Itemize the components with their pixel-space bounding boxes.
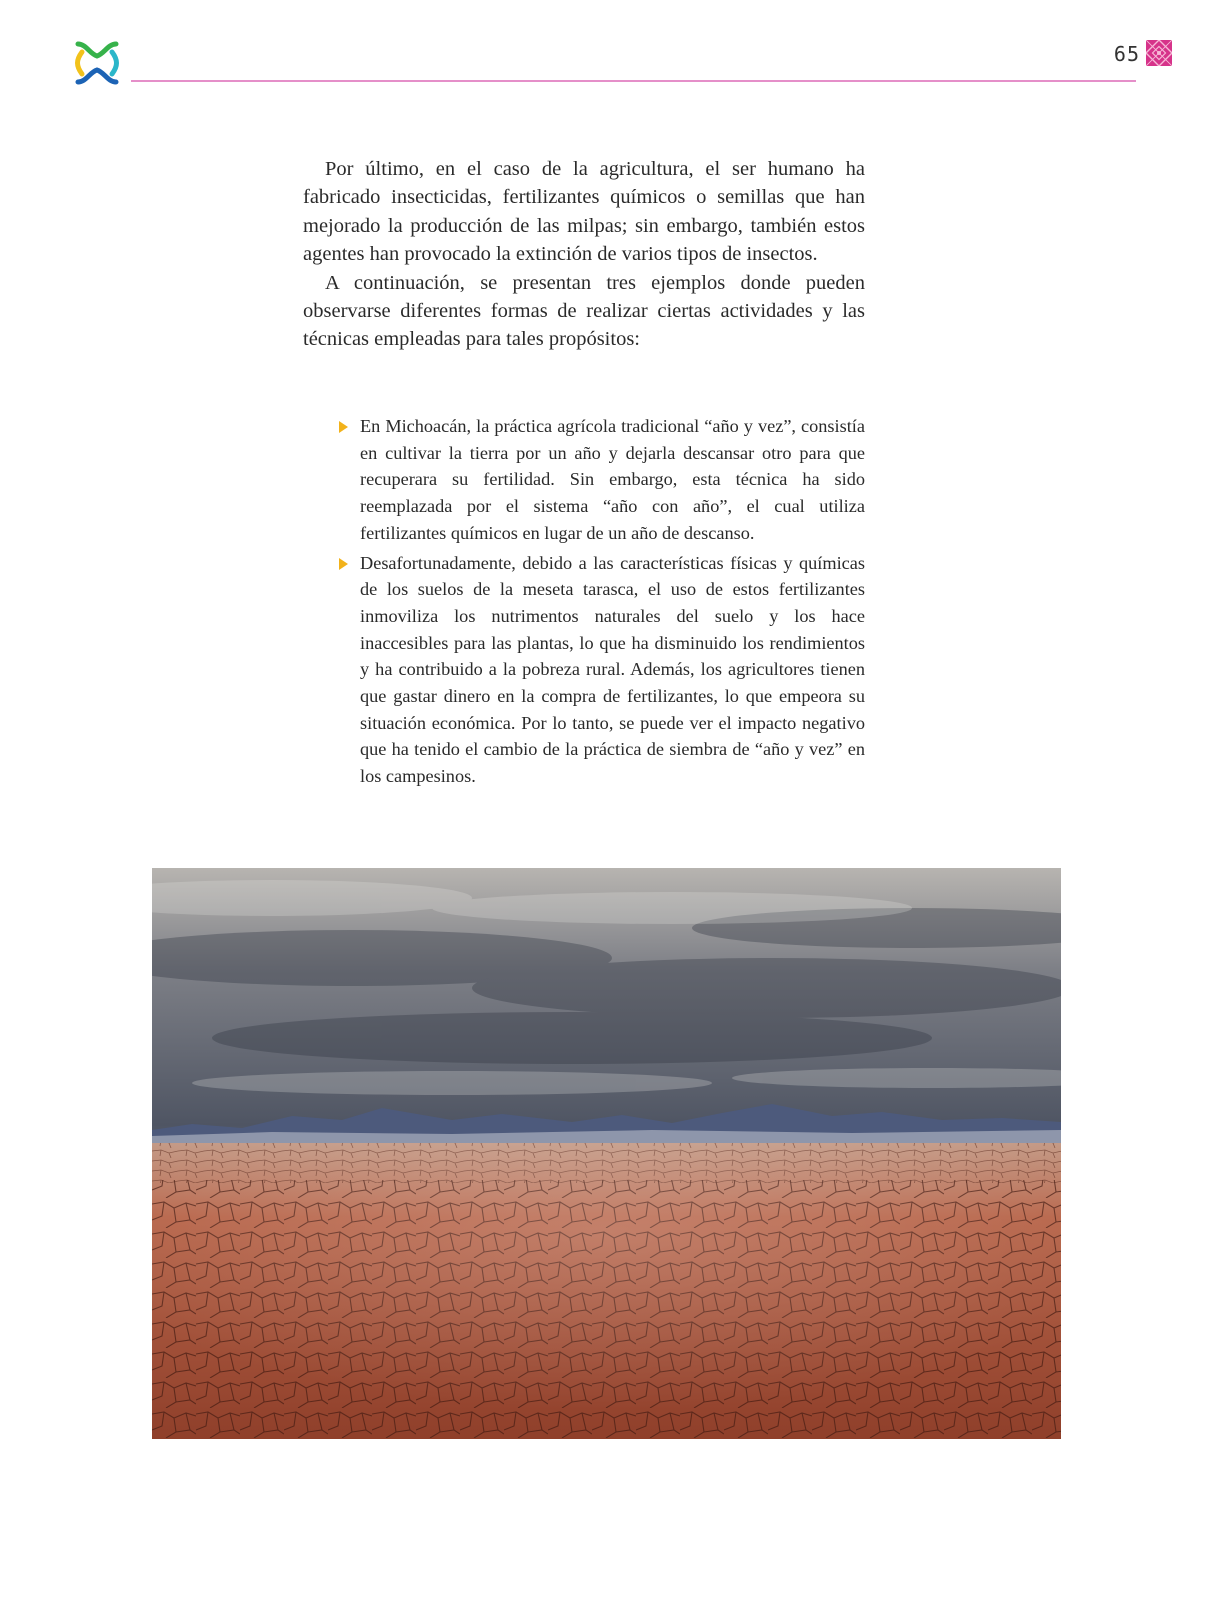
series-logo-icon bbox=[72, 40, 122, 86]
paragraph: Por último, en el caso de la agricultura, el ser humano ha fabricado insecticidas, fertilizantes químicos o semillas que han mejorado la producción de las milpas; sin embargo, también estos agentes han provocado la extinción de varios tipos de insectos. bbox=[303, 158, 865, 266]
triangle-bullet-icon bbox=[339, 558, 348, 570]
paragraph: A continuación, se presentan tres ejemplos donde pueden observarse diferentes formas de realizar ciertas actividades y las técnicas empleadas para tales propósitos: bbox=[303, 271, 865, 351]
list-item-text: En Michoacán, la práctica agrícola tradicional “año y vez”, consistía en cultivar la tierra por un año y dejarla descansar otro para que recuperara su fertilidad. Sin embargo, esta técnica ha sido reemplazada por el sistema “año con año”, el cual utiliza fertilizantes químicos en lugar de un año de descanso. bbox=[360, 416, 865, 543]
page-number: 65 bbox=[1113, 42, 1140, 66]
triangle-bullet-icon bbox=[339, 421, 348, 433]
cracked-earth-photo bbox=[152, 868, 1061, 1439]
bullet-list bbox=[339, 413, 865, 793]
list-item-text: Desafortunadamente, debido a las características físicas y químicas de los suelos de la meseta tarasca, el uso de estos fertilizantes inmoviliza los nutrimentos naturales del suelo y los hace inaccesibles para las plantas, lo que ha disminuido los rendimientos y ha contribuido a la pobreza rural. Además, los agricultores tienen que gastar dinero en la compra de fertilizantes, lo que empeora su situación económica. Por lo tanto, se puede ver el impacto negativo que ha tenido el cambio de la práctica de siembra de “año y vez” en los campesinos. bbox=[360, 552, 865, 787]
header-rule bbox=[131, 80, 1136, 82]
list-item bbox=[339, 550, 865, 790]
body-text bbox=[303, 155, 865, 354]
list-item bbox=[339, 413, 865, 547]
decorative-pattern-icon bbox=[1146, 40, 1172, 66]
